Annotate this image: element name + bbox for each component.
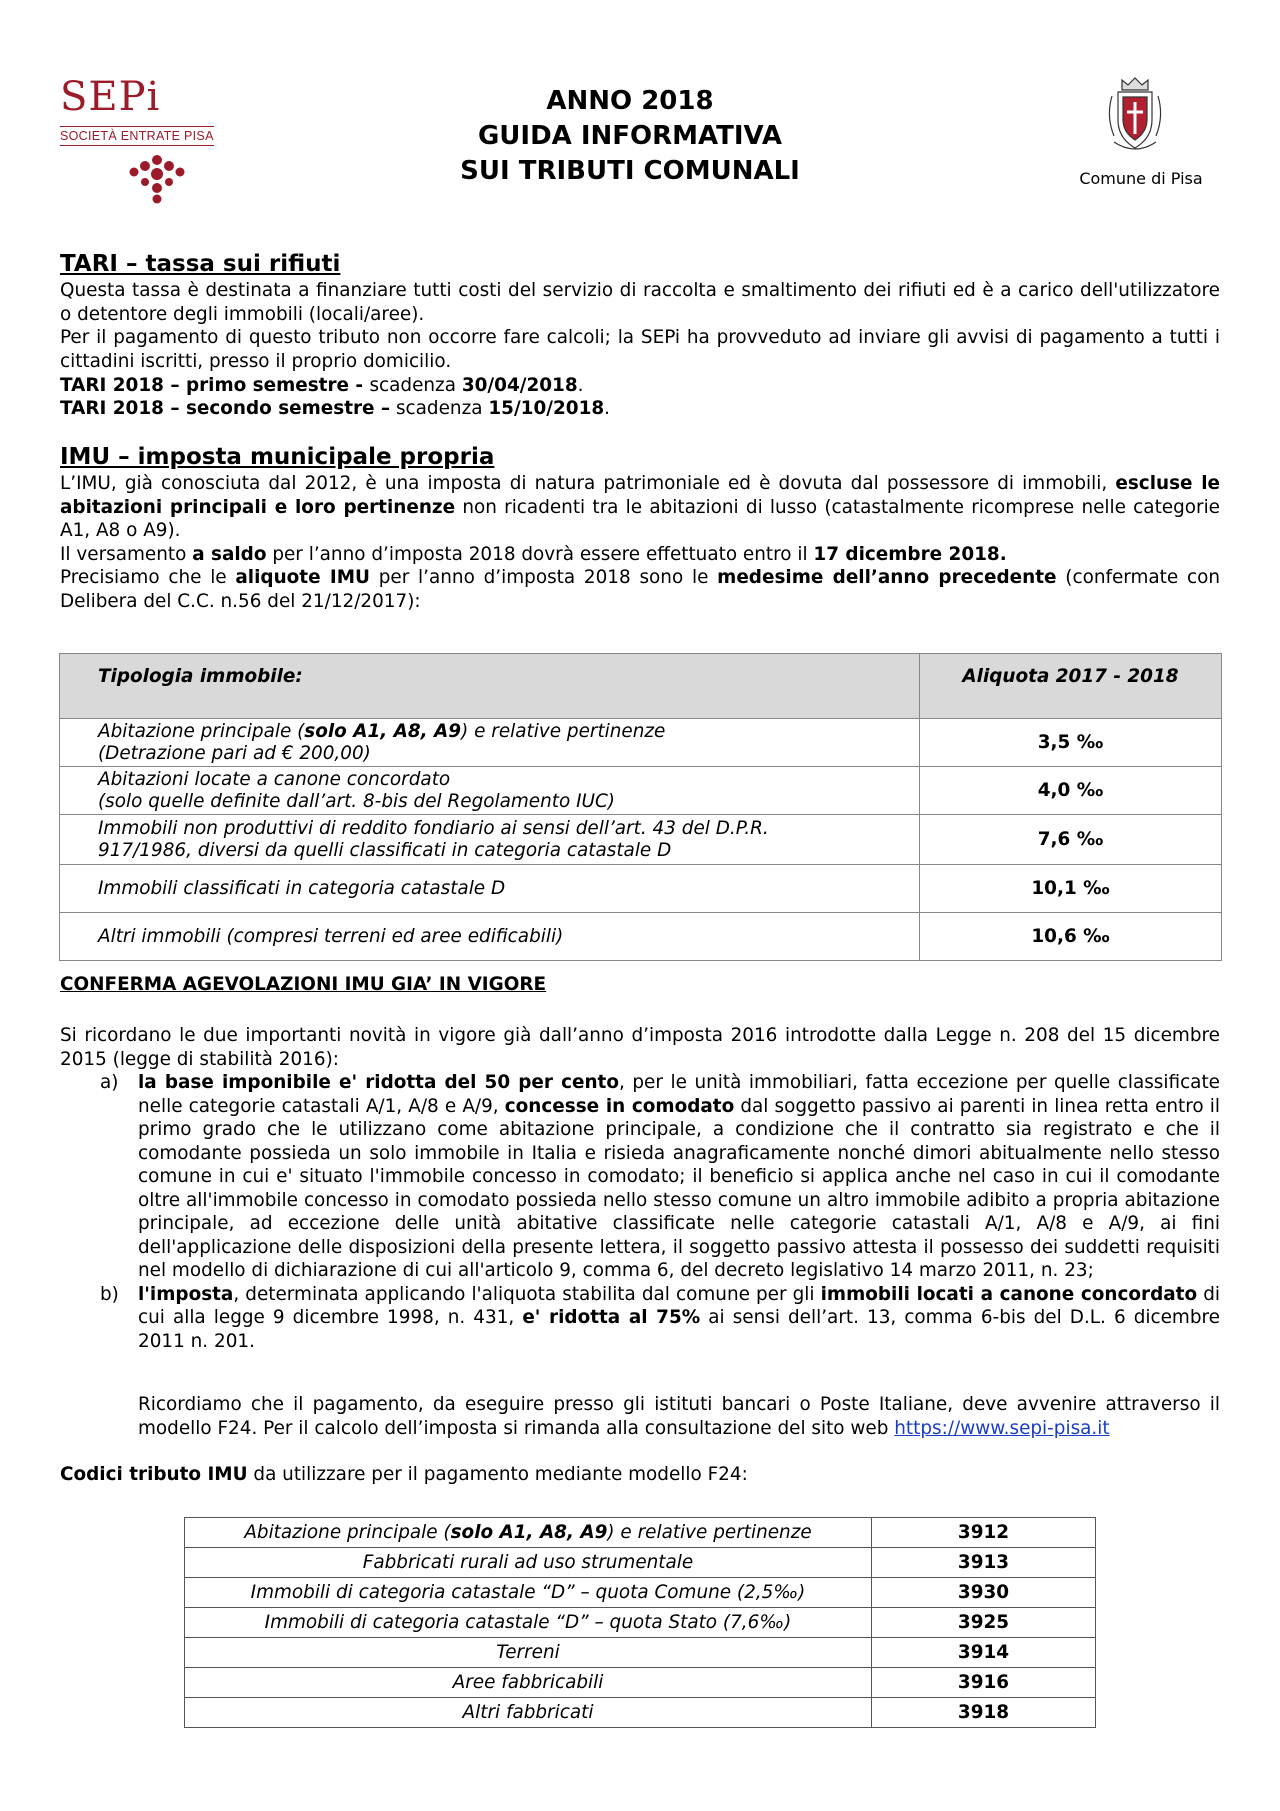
logo-subtitle: SOCIETÀ ENTRATE PISA: [60, 126, 214, 146]
logo-name: SEPi: [60, 74, 161, 120]
imu-paragraph-3: Precisiamo che le aliquote IMU per l’anno d’imposta 2018 sono le medesime dell’anno precedente (confermate con Delibera del C.C. n.56 del 21/12/2017):: [60, 567, 1220, 612]
list-item: a) la base imponibile e' ridotta del 50 per cento, per le unità immobiliari, fatta eccezione per quelle classificate nelle categorie catastali A/1, A/8 e A/9, concesse in comodato dal soggetto passivo ai parenti in linea retta entro il primo grado che le utilizzano come abitazione principale, a condizione che il contratto sia registrato e che il comodante possieda un solo immobile in Italia e risieda anagraficamente nonché dimori abitualmente nello stesso comune in cui e' situato l'immobile concesso in comodato; il beneficio si applica anche nel caso in cui il comodante oltre all'immobile concesso in comodato possieda nello stesso comune un altro immobile adibito a propria abitazione principale, ad eccezione delle unità abitative classificate nelle categorie catastali A/1, A/8 e A/9, ai fini dell'applicazione delle disposizioni della presente lettera, il soggetto passivo attesta il possesso dei suddetti requisiti nel modello di dichiarazione di cui all'articolo 9, comma 6, del decreto legislativo 14 marzo 2011, n. 23;: [100, 1072, 1221, 1281]
table-row: Immobili di categoria catastale “D” – quota Stato (7,6‰) 3925: [185, 1608, 1096, 1638]
imu-paragraph-1: L’IMU, già conosciuta dal 2012, è una imposta di natura patrimoniale ed è dovuta dal possessore di immobili, escluse le abitazioni principali e loro pertinenze non ricadenti tra le abitazioni di lusso (catastalmente ricomprese nelle categorie A1, A8 o A9).: [60, 473, 1221, 541]
table-row: Altri fabbricati 3918: [185, 1698, 1096, 1728]
table-row: Fabbricati rurali ad uso strumentale 3913: [185, 1548, 1096, 1578]
imu-paragraph-2: Il versamento a saldo per l’anno d’imposta 2018 dovrà essere effettuato entro il 17 dicembre 2018.: [60, 544, 1007, 565]
table-row: Altri immobili (compresi terreni ed aree edificabili) 10,6 ‰: [60, 913, 1222, 961]
tax-codes-table: [184, 1517, 1096, 1728]
table-row: Abitazioni locate a canone concordato (solo quelle definite dall’art. 8-bis del Regolamento IUC) 4,0 ‰: [60, 767, 1222, 815]
agevolazioni-list: [60, 1071, 1220, 1353]
table-row: Immobili non produttivi di reddito fondiario ai sensi dell’art. 43 del D.P.R. 917/1986, diversi da quelli classificati in categoria catastale D 7,6 ‰: [60, 815, 1222, 865]
table-row: Immobili di categoria catastale “D” – quota Comune (2,5‰) 3930: [185, 1578, 1096, 1608]
codes-intro: Codici tributo IMU da utilizzare per il pagamento mediante modello F24:: [60, 1464, 748, 1485]
list-item: b) l'imposta, determinata applicando l'aliquota stabilita dal comune per gli immobili locati a canone concordato di cui alla legge 9 dicembre 1998, n. 431, e' ridotta al 75% ai sensi dell’art. 13, comma 6-bis del D.L. 6 dicembre 2011 n. 201.: [100, 1283, 1220, 1352]
sepi-logo: [60, 74, 230, 200]
tari-heading: TARI – tassa sui rifiuti: [60, 251, 341, 277]
tari-deadline-2: TARI 2018 – secondo semestre – scadenza 15/10/2018.: [60, 398, 611, 419]
table-row: Terreni 3914: [185, 1638, 1096, 1668]
agevolazioni-intro: Si ricordano le due importanti novità in vigore già dall’anno d’imposta 2016 introdotte dalla Legge n. 208 del 15 dicembre 2015 (legge di stabilità 2016):: [60, 1025, 1220, 1070]
table-row: Abitazione principale (solo A1, A8, A9) e relative pertinenze 3912: [185, 1518, 1096, 1548]
logo-cross-icon: [122, 154, 192, 204]
title-line-3: SUI TRIBUTI COMUNALI: [460, 156, 800, 186]
imu-heading: IMU – imposta municipale propria: [60, 444, 495, 470]
document-title: [420, 84, 840, 189]
tari-paragraph-2: Per il pagamento di questo tributo non occorre fare calcoli; la SEPi ha provveduto ad inviare gli avvisi di pagamento a tutti i cittadini iscritti, presso il proprio domicilio.: [60, 327, 1220, 372]
comune-crest-icon: [1100, 76, 1170, 156]
title-line-2: GUIDA INFORMATIVA: [477, 121, 783, 151]
table-header-row: [60, 654, 1222, 719]
title-line-1: ANNO 2018: [546, 86, 714, 116]
col-header-aliquota: Aliquota 2017 - 2018: [920, 654, 1222, 719]
crest-label: Comune di Pisa: [1079, 169, 1203, 188]
agevolazioni-heading: CONFERMA AGEVOLAZIONI IMU GIA’ IN VIGORE: [60, 974, 547, 995]
tari-paragraph-1: Questa tassa è destinata a finanziare tutti costi del servizio di raccolta e smaltimento dei rifiuti ed è a carico dell'utilizzatore o detentore degli immobili (locali/aree).: [60, 280, 1220, 325]
col-header-tipologia: Tipologia immobile:: [60, 654, 920, 719]
table-row: Aree fabbricabili 3916: [185, 1668, 1096, 1698]
tari-deadline-1: TARI 2018 – primo semestre - scadenza 30/04/2018.: [60, 375, 584, 396]
payment-paragraph: Ricordiamo che il pagamento, da eseguire presso gli istituti bancari o Poste Italiane, deve avvenire attraverso il modello F24. Per il calcolo dell’imposta si rimanda alla consultazione del sito web https://www.sepi-pisa.it: [138, 1394, 1220, 1439]
table-row: Abitazione principale (solo A1, A8, A9) e relative pertinenze (Detrazione pari ad € 200,00) 3,5 ‰: [60, 719, 1222, 767]
table-row: Immobili classificati in categoria catastale D 10,1 ‰: [60, 865, 1222, 913]
sepi-website-link[interactable]: https://www.sepi-pisa.it: [894, 1417, 1110, 1439]
imu-rates-table: [59, 653, 1222, 961]
